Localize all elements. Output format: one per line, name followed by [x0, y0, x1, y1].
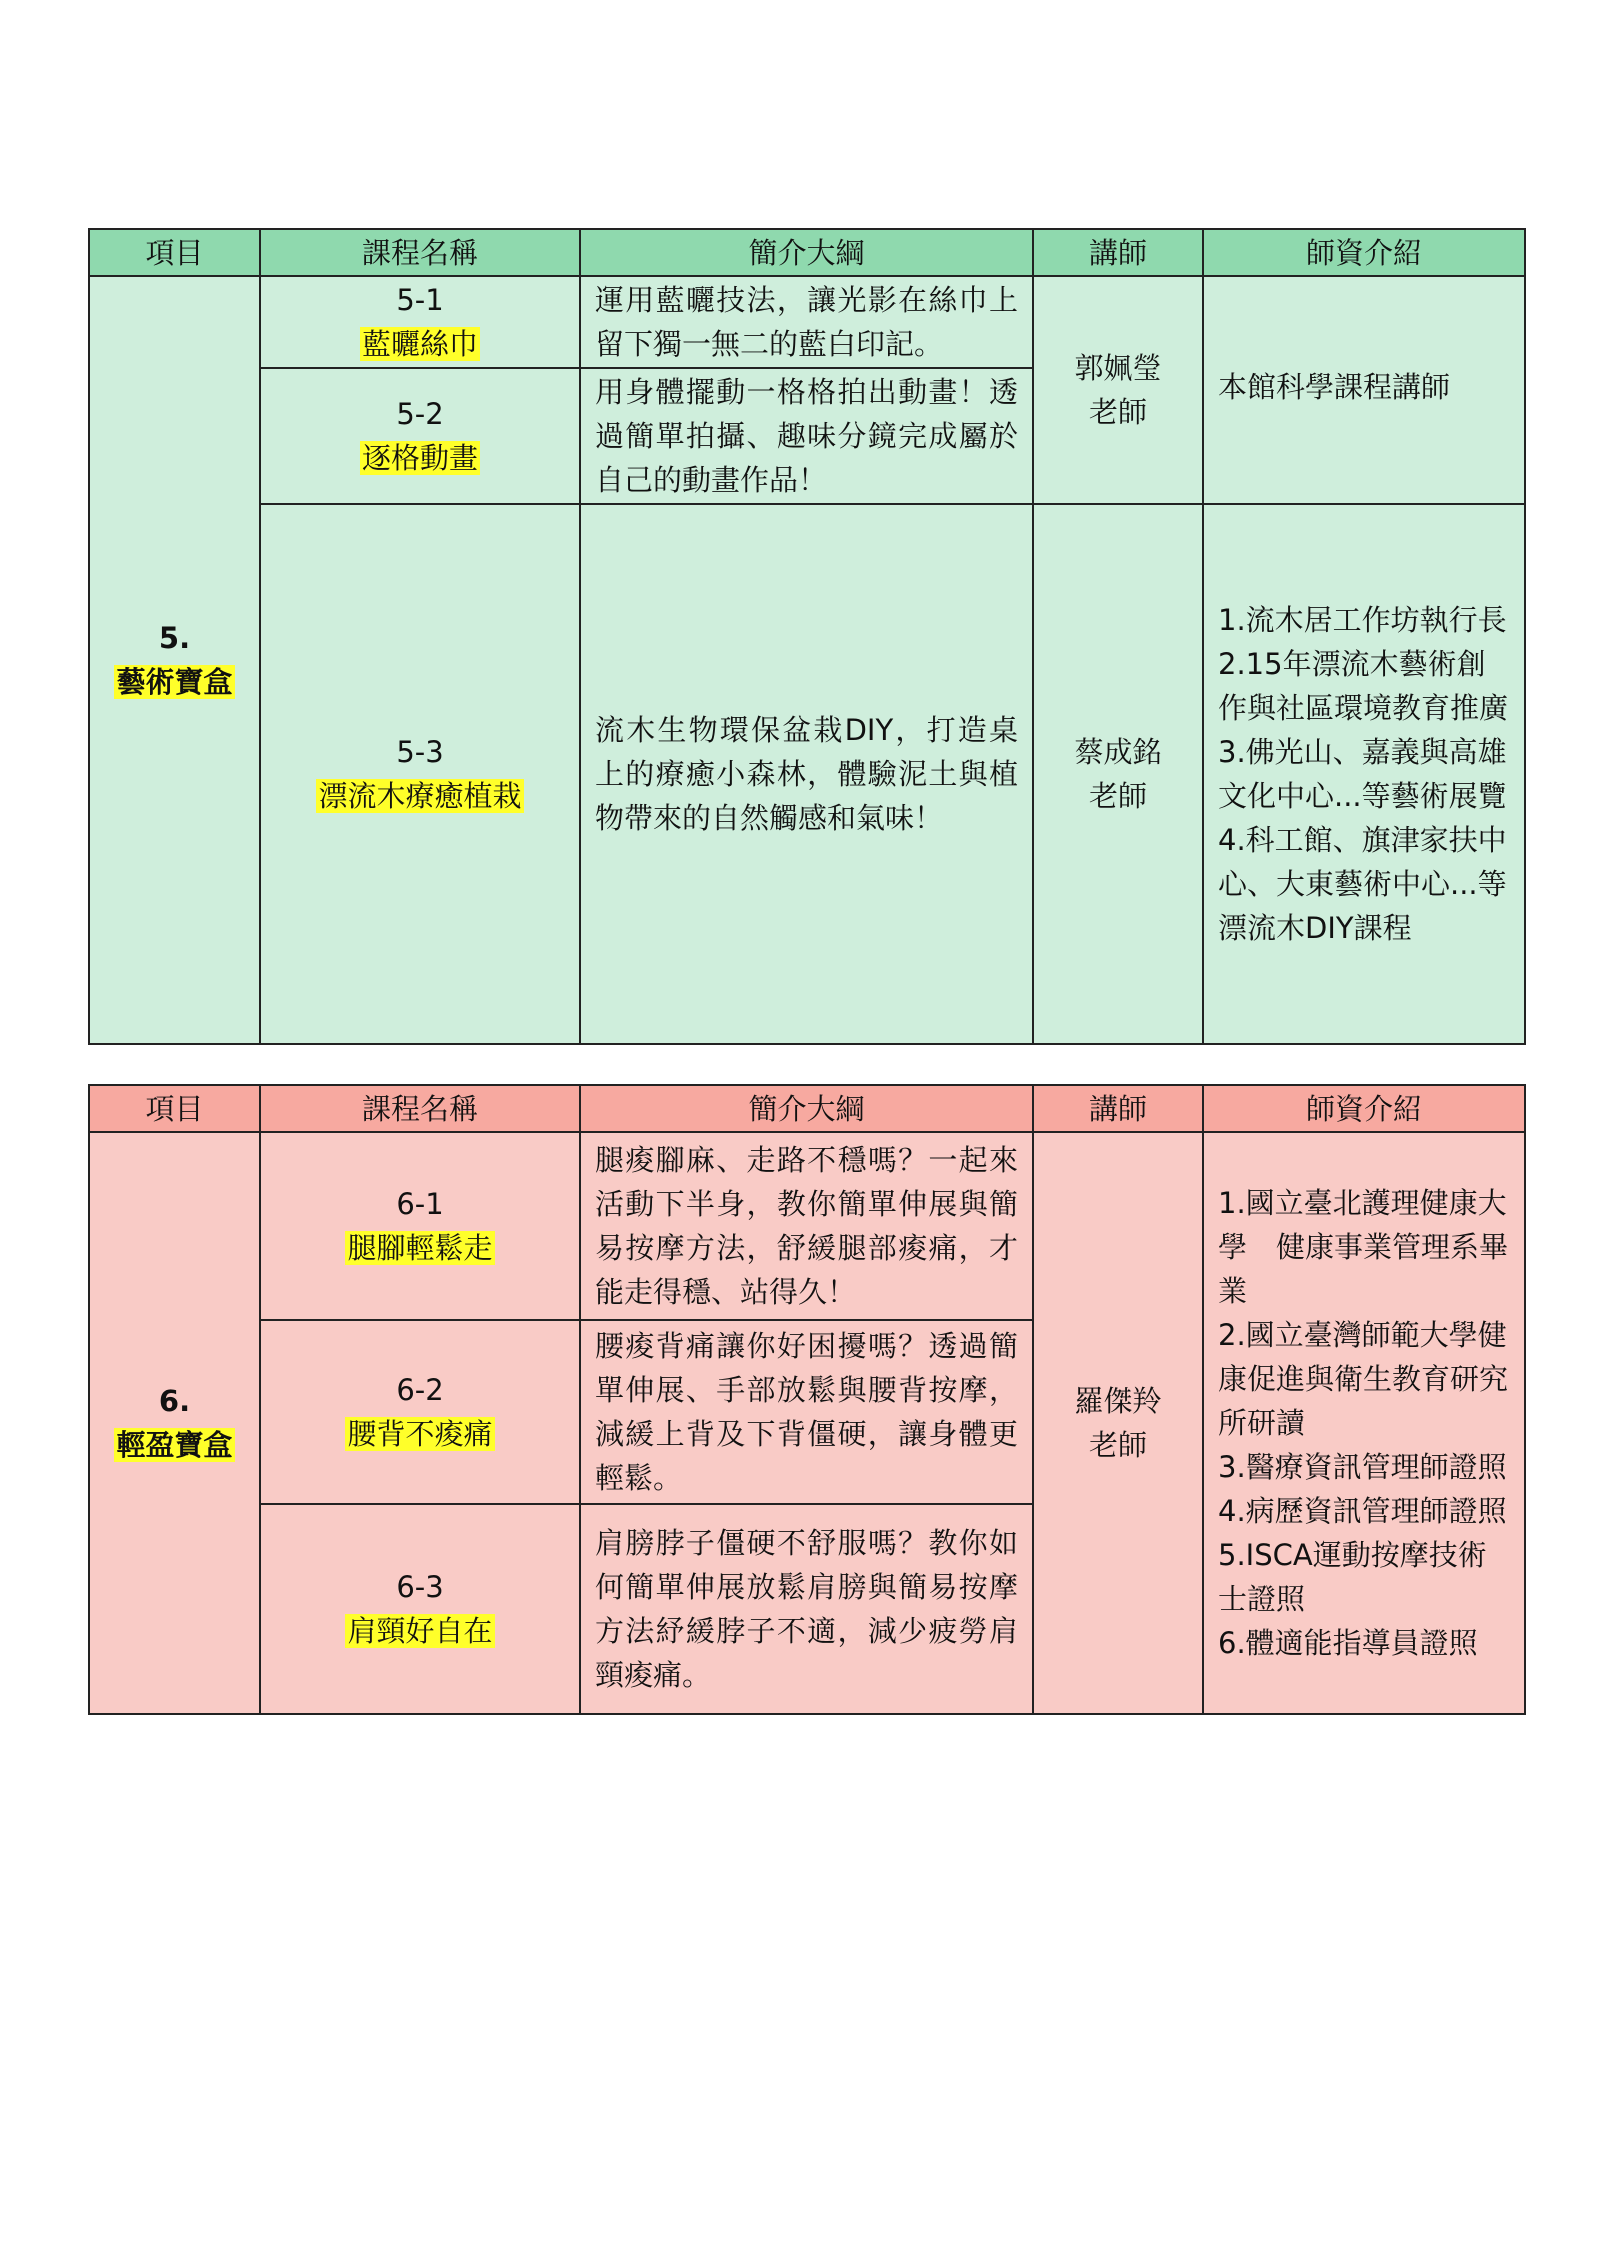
teacher-bio-line: 3.醫療資訊管理師證照 — [1218, 1450, 1507, 1484]
course-title: 逐格動畫 — [361, 441, 478, 475]
course-title: 藍曬絲巾 — [361, 327, 478, 361]
course-cell — [260, 1504, 580, 1714]
teacher-intro-cell — [1203, 1132, 1525, 1714]
course-description: 運用藍曬技法，讓光影在絲巾上留下獨一無二的藍白印記。 — [580, 276, 1033, 368]
course-code: 5-2 — [396, 397, 444, 431]
course-title: 腰背不痠痛 — [347, 1417, 493, 1451]
teacher-name: 蔡成銘 — [1074, 735, 1162, 769]
course-code: 5-3 — [396, 735, 444, 769]
teacher-title: 老師 — [1088, 395, 1147, 429]
teacher-intro-cell — [1203, 276, 1525, 504]
teacher-title: 老師 — [1088, 1428, 1147, 1462]
course-table-fitness — [88, 1084, 1526, 1715]
teacher-bio-line: 2.15年漂流木藝術創作與社區環境教育推廣 — [1218, 647, 1509, 725]
category-name: 輕盈寶盒 — [116, 1428, 233, 1462]
header-item: 項目 — [89, 229, 260, 276]
table-row — [89, 1132, 1525, 1320]
course-cell — [260, 504, 580, 1044]
course-cell — [260, 1132, 580, 1320]
course-code: 6-2 — [396, 1373, 444, 1407]
teacher-title: 老師 — [1088, 779, 1147, 813]
teacher-bio-line: 1.流木居工作坊執行長 — [1218, 603, 1507, 637]
course-title: 漂流木療癒植栽 — [318, 779, 522, 813]
course-description: 腿痠腳麻、走路不穩嗎？一起來活動下半身，教你簡單伸展與簡易按摩方法，舒緩腿部痠痛，才能走得穩、站得久！ — [580, 1132, 1033, 1320]
teacher-bio-line: 5.ISCA運動按摩技術士證照 — [1218, 1538, 1487, 1616]
teacher-cell — [1033, 276, 1203, 504]
teacher-name: 郭姵瑩 — [1074, 351, 1162, 385]
header-outline: 簡介大綱 — [580, 229, 1033, 276]
teacher-bio-line: 3.佛光山、嘉義與高雄文化中心...等藝術展覽 — [1218, 735, 1507, 813]
course-title: 肩頸好自在 — [347, 1614, 493, 1648]
course-description: 用身體擺動一格格拍出動畫！透過簡單拍攝、趣味分鏡完成屬於自己的動畫作品！ — [580, 368, 1033, 504]
table-row — [89, 276, 1525, 368]
header-teacher-intro: 師資介紹 — [1203, 229, 1525, 276]
teacher-bio-line: 2.國立臺灣師範大學健康促進與衛生教育研究所研讀 — [1218, 1318, 1509, 1440]
teacher-bio-line: 4.科工館、旗津家扶中心、大東藝術中心...等漂流木DIY課程 — [1218, 823, 1507, 945]
teacher-bio-line: 4.病歷資訊管理師證照 — [1218, 1494, 1507, 1528]
teacher-bio-line: 6.體適能指導員證照 — [1218, 1626, 1478, 1660]
course-description: 腰痠背痛讓你好困擾嗎？透過簡單伸展、手部放鬆與腰背按摩，減緩上背及下背僵硬，讓身體更輕鬆。 — [580, 1320, 1033, 1504]
course-cell — [260, 368, 580, 504]
course-cell — [260, 1320, 580, 1504]
header-course-name: 課程名稱 — [260, 1085, 580, 1132]
category-cell — [89, 1132, 260, 1714]
course-title: 腿腳輕鬆走 — [347, 1231, 493, 1265]
teacher-cell — [1033, 504, 1203, 1044]
header-teacher: 講師 — [1033, 229, 1203, 276]
header-teacher-intro: 師資介紹 — [1203, 1085, 1525, 1132]
header-item: 項目 — [89, 1085, 260, 1132]
header-course-name: 課程名稱 — [260, 229, 580, 276]
table-header-row — [89, 229, 1525, 276]
header-outline: 簡介大綱 — [580, 1085, 1033, 1132]
category-cell — [89, 276, 260, 1044]
course-cell — [260, 276, 580, 368]
category-name: 藝術寶盒 — [116, 665, 233, 699]
course-table-art — [88, 228, 1526, 1045]
teacher-bio-line: 本館科學課程講師 — [1218, 370, 1451, 404]
course-description: 流木生物環保盆栽DIY，打造桌上的療癒小森林，體驗泥土與植物帶來的自然觸感和氣味！ — [580, 504, 1033, 1044]
header-teacher: 講師 — [1033, 1085, 1203, 1132]
category-number: 6. — [158, 1384, 191, 1418]
course-description: 肩膀脖子僵硬不舒服嗎？教你如何簡單伸展放鬆肩膀與簡易按摩方法紓緩脖子不適，減少疲勞肩頸痠痛。 — [580, 1504, 1033, 1714]
category-number: 5. — [158, 621, 191, 655]
course-code: 6-3 — [396, 1570, 444, 1604]
teacher-cell — [1033, 1132, 1203, 1714]
table-row — [89, 504, 1525, 1044]
course-code: 6-1 — [396, 1187, 444, 1221]
teacher-bio-line: 1.國立臺北護理健康大學 健康事業管理系畢業 — [1218, 1186, 1509, 1308]
teacher-intro-cell — [1203, 504, 1525, 1044]
table-header-row — [89, 1085, 1525, 1132]
course-code: 5-1 — [396, 283, 444, 317]
teacher-name: 羅傑羚 — [1074, 1384, 1162, 1418]
